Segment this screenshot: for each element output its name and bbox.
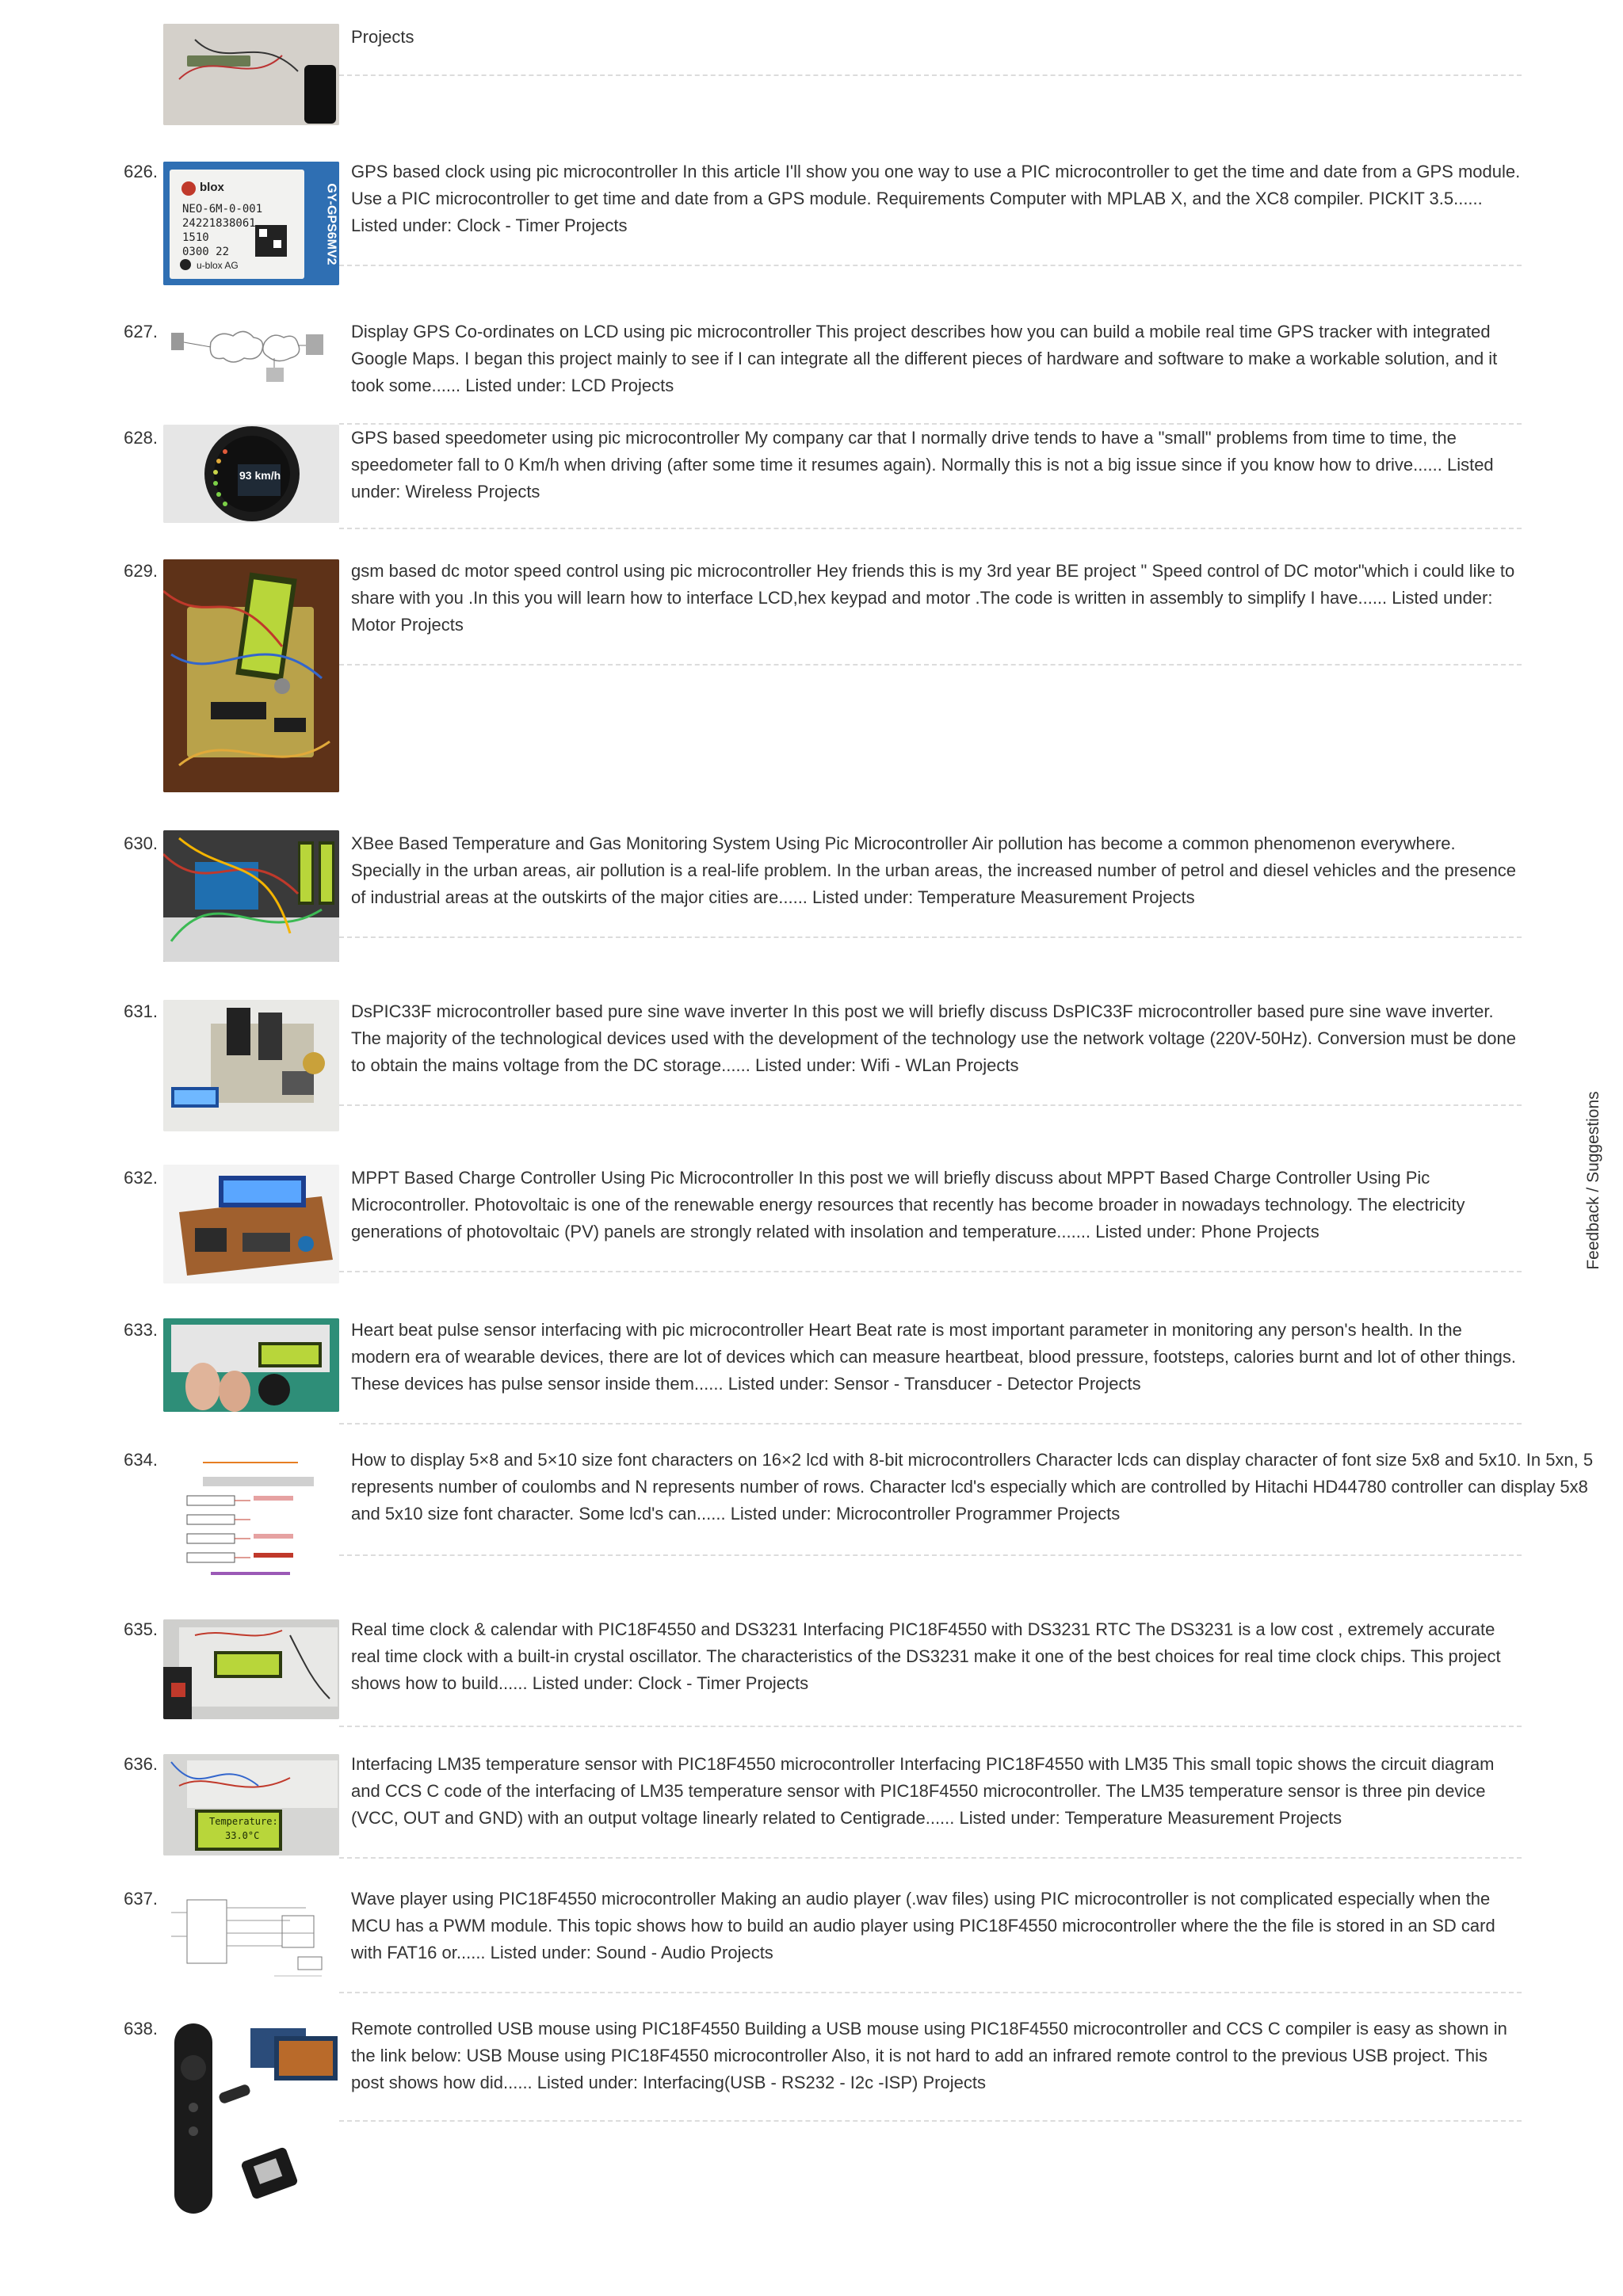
entry-number: 629. <box>124 561 158 581</box>
category-link[interactable]: Clock - Timer Projects <box>456 215 628 235</box>
project-thumbnail[interactable] <box>163 1619 339 1719</box>
project-description <box>351 830 1524 911</box>
project-thumbnail[interactable] <box>163 1165 339 1283</box>
project-thumbnail[interactable] <box>163 559 339 792</box>
pulse-sensor-photo <box>163 1318 339 1412</box>
module-code-1: 1510 <box>182 231 209 244</box>
project-description <box>351 1751 1524 1832</box>
category-link[interactable]: Microcontroller Programmer Projects <box>836 1504 1121 1524</box>
project-thumbnail[interactable] <box>163 24 339 125</box>
entry-number: 628. <box>124 428 158 448</box>
entry-number: 634. <box>124 1450 158 1470</box>
entry-divider <box>339 1104 1522 1106</box>
category-link[interactable]: Sensor - Transducer - Detector Projects <box>834 1374 1141 1394</box>
entry-number: 632. <box>124 1168 158 1188</box>
lcd-line-2: 33.0°C <box>225 1830 260 1841</box>
entry-number: 637. <box>124 1889 158 1909</box>
project-title-link[interactable]: GPS based clock using pic microcontroller <box>351 162 678 181</box>
gps-tracker-diagram <box>163 318 339 390</box>
entry-divider <box>339 2120 1522 2122</box>
project-description <box>351 1447 1603 1527</box>
entry-number: 635. <box>124 1619 158 1639</box>
project-title-link[interactable]: Wave player using PIC18F4550 microcontroller <box>351 1889 716 1909</box>
module-side-label: GY-GPS6MV2 <box>324 183 338 265</box>
project-summary: Air pollution has become a common phenomenon everywhere. Specially in the urban areas, air pollution is a real-life problem. In the urban areas, the increased number of petrol and diesel vehicles and the presence of industrial areas at the outskirts of the major cities are...... <box>351 833 1516 907</box>
entry-divider <box>339 74 1522 76</box>
project-title-link[interactable]: DsPIC33F microcontroller based pure sine wave inverter <box>351 1001 789 1021</box>
category-link[interactable]: Wireless Projects <box>405 482 540 502</box>
project-title-link[interactable]: XBee Based Temperature and Gas Monitoring System Using Pic Microcontroller <box>351 833 968 853</box>
listed-under-label: Listed under: <box>490 1943 591 1962</box>
project-summary: Interfacing PIC18F4550 with DS3231 RTC The DS3231 is a low cost , extremely accurate real time clock with a built-in crystal oscillator. The characteristics of the DS3231 make it one of the best choices for real time clock chips. This project shows how to build...... <box>351 1619 1501 1693</box>
module-manufacturer: u-blox AG <box>197 260 239 271</box>
project-thumbnail[interactable] <box>163 1318 339 1412</box>
mppt-controller-photo <box>163 1165 339 1283</box>
project-description <box>351 2016 1524 2096</box>
listed-under-label: Listed under: <box>727 1374 829 1394</box>
project-description <box>351 318 1524 399</box>
project-title-link[interactable]: MPPT Based Charge Controller Using Pic Microcontroller <box>351 1168 794 1188</box>
project-thumbnail[interactable] <box>163 830 339 962</box>
project-title-link[interactable]: GPS based speedometer using pic microcontroller <box>351 428 740 448</box>
project-thumbnail[interactable] <box>163 1889 339 1987</box>
entry-number: 626. <box>124 162 158 181</box>
project-title-link[interactable]: Projects <box>351 27 414 47</box>
project-title-link[interactable]: Real time clock & calendar with PIC18F4550 and DS3231 <box>351 1619 798 1639</box>
usb-remote-mouse-photo <box>163 2020 339 2222</box>
project-photo <box>163 24 339 125</box>
entry-number: 633. <box>124 1320 158 1340</box>
motor-control-board-photo <box>163 559 339 792</box>
listed-under-label: Listed under: <box>537 2073 638 2092</box>
project-summary: In this post we will briefly discuss DsPIC33F microcontroller based pure sine wave inverter. The majority of the technological devices used with the development of the technology use the network voltage (220V-50Hz). Conversion must be done to obtain the mains voltage from the DC storage...... <box>351 1001 1516 1075</box>
module-model: NEO-6M-0-001 <box>182 203 263 215</box>
lcd-font-diagram <box>163 1448 339 1580</box>
listed-under-label: Listed under: <box>351 455 1494 502</box>
project-title-link[interactable]: gsm based dc motor speed control using pic microcontroller <box>351 561 812 581</box>
module-serial: 24221838061 <box>182 217 256 230</box>
category-link[interactable]: Temperature Measurement Projects <box>1064 1808 1342 1828</box>
entry-divider <box>339 1271 1522 1272</box>
category-link[interactable]: Interfacing(USB - RS232 - I2c -ISP) Projects <box>643 2073 986 2092</box>
entry-number: 638. <box>124 2019 158 2039</box>
category-link[interactable]: LCD Projects <box>571 376 674 395</box>
entry-divider <box>339 1554 1522 1556</box>
entry-number: 627. <box>124 322 158 341</box>
entry-divider <box>339 528 1522 529</box>
entry-divider <box>339 664 1522 666</box>
project-thumbnail[interactable] <box>163 1448 339 1580</box>
entry-divider <box>339 265 1522 266</box>
project-thumbnail[interactable] <box>163 1000 339 1131</box>
project-title-link[interactable]: Interfacing LM35 temperature sensor with PIC18F4550 microcontroller <box>351 1754 895 1774</box>
project-summary: In this post we will briefly discuss about MPPT Based Charge Controller Using Pic Microcontroller. Photovoltaic is one of the renewable energy resources that recently has become broader in nowadays technology. The electricity generations of photovoltaic (PV) panels are strongly related with insolation and temperature....... <box>351 1168 1465 1241</box>
project-title-link[interactable]: Heart beat pulse sensor interfacing with pic microcontroller <box>351 1320 804 1340</box>
project-summary: My company car that I normally drive tends to have a "small" problems from time to time, the speedometer fall to 0 Km/h when driving (after some time it resumes again). Normally this is not a big issue since if you know how to drive...... <box>351 428 1457 475</box>
lcd-line-1: Temperature: <box>209 1816 278 1827</box>
listed-under-label: Listed under: <box>1392 588 1493 608</box>
listed-under-label: Listed under: <box>351 215 453 235</box>
module-brand: blox <box>200 181 224 194</box>
entry-divider <box>339 936 1522 938</box>
category-link[interactable]: Phone Projects <box>1201 1222 1319 1241</box>
project-description <box>351 1616 1524 1697</box>
listed-under-label: Listed under: <box>465 376 567 395</box>
project-thumbnail[interactable] <box>163 162 339 285</box>
project-thumbnail[interactable] <box>163 425 339 523</box>
project-title-link[interactable]: Display GPS Co-ordinates on LCD using pic microcontroller <box>351 322 812 341</box>
project-summary: Building a USB mouse using PIC18F4550 microcontroller and CCS C compiler is easy as shown in the link below: USB Mouse using PIC18F4550 microcontroller Also, it is not hard to add an infrared remote control to the previous USB project. This post shows how did...... <box>351 2019 1507 2092</box>
entry-divider <box>339 1726 1522 1727</box>
category-link[interactable]: Sound - Audio Projects <box>596 1943 773 1962</box>
category-link[interactable]: Temperature Measurement Projects <box>917 887 1195 907</box>
entry-number: 631. <box>124 1001 158 1021</box>
listed-under-label: Listed under: <box>730 1504 831 1524</box>
project-summary: Hey friends this is my 3rd year BE project " Speed control of DC motor"which i could like to share with you .In this you will learn how to interface LCD,hex keypad and motor .The code is written in assembly to simplify I have...... <box>351 561 1515 608</box>
sine-inverter-photo <box>163 1000 339 1131</box>
project-title-link[interactable]: Remote controlled USB mouse using PIC18F4550 <box>351 2019 740 2039</box>
entry-number: 630. <box>124 833 158 853</box>
project-description <box>351 1317 1524 1398</box>
project-description <box>351 1165 1524 1245</box>
project-description <box>351 998 1524 1079</box>
project-thumbnail[interactable] <box>163 1754 339 1855</box>
feedback-tab[interactable] <box>1575 1085 1612 1276</box>
listed-under-label: Listed under: <box>959 1808 1060 1828</box>
entry-divider <box>339 1857 1522 1859</box>
project-description <box>351 24 1524 51</box>
project-description <box>351 158 1524 239</box>
rtc-breadboard-photo <box>163 1619 339 1719</box>
speed-readout: 93 km/h <box>239 469 281 482</box>
project-thumbnail[interactable] <box>163 2020 339 2222</box>
project-summary: In this article I'll show you one way to use a PIC microcontroller to get the time and date from a GPS module. Use a PIC microcontroller to get time and date from a GPS module. Requirements Computer with MPLAB X, and the XC8 compiler. PICKIT 3.5...... <box>351 162 1521 208</box>
listed-under-label: Listed under: <box>1095 1222 1197 1241</box>
wave-player-schematic <box>163 1889 339 1987</box>
entry-divider <box>339 1423 1522 1425</box>
project-summary: Heart Beat rate is most important parameter in monitoring any person's health. In the modern era of wearable devices, there are lot of devices which can measure heartbeat, blood pressure, footsteps, calories burnt and lot of other things. These devices has pulse sensor inside them...... <box>351 1320 1516 1394</box>
module-code-2: 0300 22 <box>182 246 230 258</box>
listed-under-label: Listed under: <box>812 887 914 907</box>
project-summary: This project describes how you can build a mobile real time GPS tracker with integrated Google Maps. I began this project mainly to see if I can integrate all the different pieces of hardware and software to make a workable solution, and it took some...... <box>351 322 1498 395</box>
project-summary: Interfacing PIC18F4550 with LM35 This small topic shows the circuit diagram and CCS C code of the interfacing of LM35 temperature sensor with PIC18F4550 microcontroller. The LM35 temperature sensor is three pin device (VCC, OUT and GND) with an output voltage linearly related to Centigrade...... <box>351 1754 1495 1828</box>
listed-under-label: Listed under: <box>532 1673 633 1693</box>
project-summary: Making an audio player (.wav files) using PIC microcontroller is not complicated especially when the MCU has a PWM module. This topic shows how to build an audio player using PIC18F4550 microcontroller where the the file is stored in an SD card with FAT16 or...... <box>351 1889 1495 1962</box>
project-description <box>351 1886 1524 1966</box>
project-description <box>351 425 1524 505</box>
category-link[interactable]: Clock - Timer Projects <box>638 1673 809 1693</box>
project-summary: Character lcds can display character of font size 5x8 and 5x10. In 5xn, 5 represents number of coulombs and N represents number of rows. Character lcd's especially which are controlled by Hitachi HD44780 controller can display 5x8 and 5x10 size font character. Some lcd's can...... <box>351 1450 1594 1524</box>
project-description <box>351 558 1524 639</box>
category-link[interactable]: Wifi - WLan Projects <box>861 1055 1019 1075</box>
project-thumbnail[interactable] <box>163 318 339 390</box>
category-link[interactable]: Motor Projects <box>351 615 464 635</box>
entry-number: 636. <box>124 1754 158 1774</box>
project-title-link[interactable]: How to display 5×8 and 5×10 size font characters on 16×2 lcd with 8-bit microcontrollers <box>351 1450 1031 1470</box>
listed-under-label: Listed under: <box>754 1055 857 1075</box>
feedback-tab-label: Feedback / Suggestions <box>1584 1091 1602 1270</box>
xbee-monitoring-photo <box>163 830 339 962</box>
entry-divider <box>339 1992 1522 1993</box>
